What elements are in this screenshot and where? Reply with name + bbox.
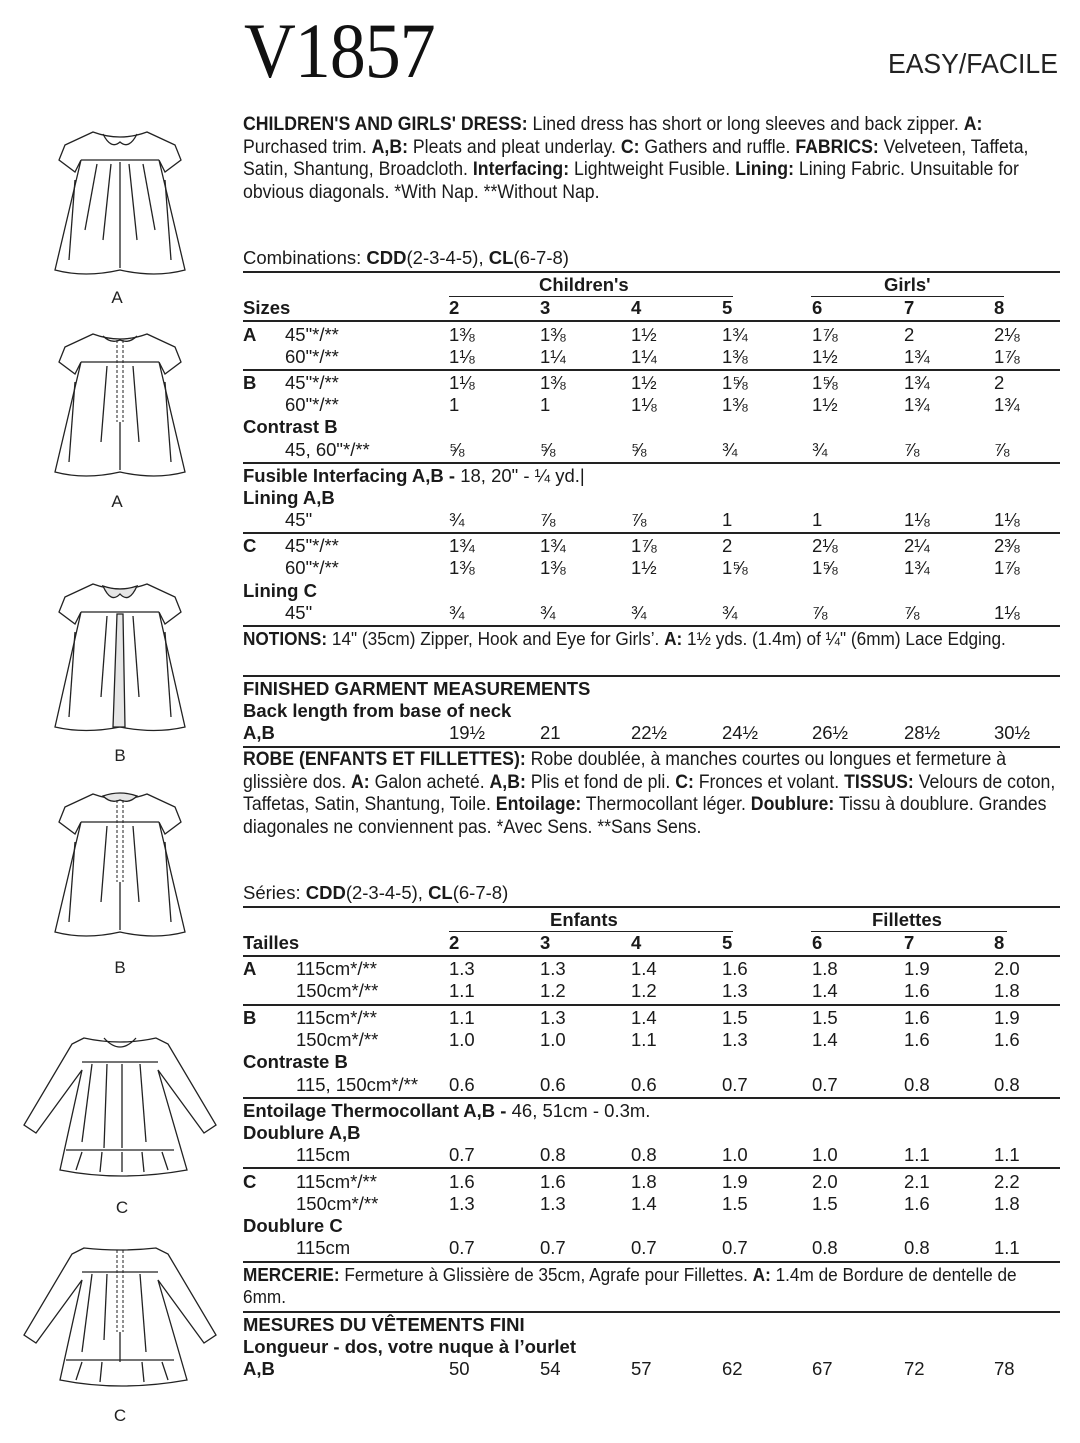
divider [243,320,1060,322]
table-row: 45" ¾ ¾ ¾ ¾ ⅞ ⅞ 1⅛ [285,602,1020,623]
notions: NOTIONS: 14" (35cm) Zipper, Hook and Eye for Girls’. A: 1½ yds. (1.4m) of ¼" (6mm) Lace Edging. [243,628,1006,649]
table-row: 150cm*/** 1.1 1.2 1.2 1.3 1.4 1.6 1.8 [296,980,1020,1001]
mesures-row: A,B 50 54 57 62 67 72 78 [243,1358,1015,1379]
divider [243,955,1060,957]
finished-measurements-title: FINISHED GARMENT MEASUREMENTS [243,678,591,699]
mercerie: MERCERIE: Fermeture à Glissière de 35cm, Agrafe pour Fillettes. A: 1.4m de Bordure de dentelle de 6mm. [243,1264,1017,1307]
table-row: Doublure A,B [243,1122,361,1143]
dress-b-back-illustration [45,782,195,942]
table-row: Entoilage Thermocollant A,B - 46, 51cm - 0.3m. [243,1100,651,1121]
sizes-header-row: Tailles 2 3 4 5 6 7 8 [243,932,1005,953]
view-label: C [115,1198,129,1217]
view-label: A [111,288,123,307]
divider [243,675,1060,677]
group-header-children: Children's [539,274,629,295]
table-row: Lining C [243,580,317,601]
divider [243,1167,1060,1169]
table-row: Doublure C [243,1215,343,1236]
view-label: B [114,746,126,765]
table-row: B 115cm*/** 1.1 1.3 1.4 1.5 1.5 1.6 1.9 [243,1007,1020,1028]
table-row: 150cm*/** 1.0 1.0 1.1 1.3 1.4 1.6 1.6 [296,1029,1020,1050]
table-row: Contrast B [243,416,338,437]
dress-a-front-illustration [45,120,195,280]
table-row: Lining A,B [243,487,335,508]
divider [243,271,1060,273]
divider [243,532,1060,534]
table-row: C 115cm*/** 1.6 1.6 1.8 1.9 2.0 2.1 2.2 [243,1171,1020,1192]
table-row: Fusible Interfacing A,B - 18, 20" - ¼ yd.| [243,465,585,486]
dress-c-front-illustration [22,1030,218,1195]
view-label: C [113,1406,127,1425]
group-header-fillettes: Fillettes [872,909,942,930]
table-row: 60"*/** 1⅜ 1⅜ 1½ 1⅝ 1⅝ 1¾ 1⅞ [285,557,1020,578]
series-line: Séries: CDD(2-3-4-5), CL(6-7-8) [243,882,509,903]
table-row: A 115cm*/** 1.3 1.3 1.4 1.6 1.8 1.9 2.0 [243,958,1020,979]
divider [243,906,1060,908]
dress-b-front-illustration [45,572,195,737]
divider [243,1261,1060,1263]
table-row: 60"*/** 1 1 1⅛ 1⅜ 1½ 1¾ 1¾ [285,394,1020,415]
divider [243,369,1060,371]
view-label: B [114,958,126,977]
mesures-subtitle: Longueur - dos, votre nuque à l’ourlet [243,1336,577,1357]
table-row: C 45"*/** 1¾ 1¾ 1⅞ 2 2⅛ 2¼ 2⅜ [243,535,1020,556]
size-group-row [243,909,1060,931]
table-row: 115cm 0.7 0.7 0.7 0.7 0.8 0.8 1.1 [296,1237,1020,1258]
finished-measurements-subtitle: Back length from base of neck [243,700,512,721]
divider [243,625,1060,627]
mesures-title: MESURES DU VÊTEMENTS FINI [243,1314,525,1335]
dress-c-back-illustration [22,1240,218,1405]
table-row: 60"*/** 1⅛ 1¼ 1¼ 1⅜ 1½ 1¾ 1⅞ [285,346,1020,367]
size-group-row [243,274,1060,296]
pattern-number: V1857 [244,7,435,94]
group-header-enfants: Enfants [550,909,618,930]
finished-measurements-row: A,B 19½ 21 22½ 24½ 26½ 28½ 30½ [243,722,1031,743]
divider [243,746,1060,748]
combinations-line: Combinations: CDD(2-3-4-5), CL(6-7-8) [243,247,569,268]
description-title: CHILDREN'S AND GIRLS' DRESS: [243,114,528,135]
divider [243,1004,1060,1006]
table-row: 150cm*/** 1.3 1.3 1.4 1.5 1.5 1.6 1.8 [296,1193,1020,1214]
table-row: 45, 60"*/** ⅝ ⅝ ⅝ ¾ ¾ ⅞ ⅞ [285,439,1010,460]
table-row: Contraste B [243,1051,348,1072]
group-header-girls: Girls' [884,274,931,295]
table-row: 45" ¾ ⅞ ⅞ 1 1 1⅛ 1⅛ [285,509,1020,530]
divider [243,462,1060,464]
french-description: ROBE (ENFANTS ET FILLETTES): Robe doublée, à manches courtes ou longues et fermeture à glissière dos. A: Galon acheté. A,B: Plis et fond de pli. C: Fronces et volant. TISSUS: Velours de coton, Taffetas, Satin, Shantung, Toile. Entoilage: Thermocollant léger. Doublure: Tissu à doublure. Grandes diagonales ne conviennent pas. *Avec Sens. **Sans Sens. [243,749,1056,838]
dress-a-back-illustration [45,322,195,482]
divider [243,1311,1060,1313]
view-label: A [111,492,123,511]
table-row: 115cm 0.7 0.8 0.8 1.0 1.0 1.1 1.1 [296,1144,1020,1165]
difficulty-label: EASY/FACILE [887,48,1058,79]
table-row: A 45"*/** 1⅜ 1⅜ 1½ 1¾ 1⅞ 2 2⅛ [243,324,1020,345]
table-row: 115, 150cm*/** 0.6 0.6 0.6 0.7 0.7 0.8 0.8 [296,1074,1020,1095]
english-description: CHILDREN'S AND GIRLS' DRESS: Lined dress has short or long sleeves and back zipper. A: Purchased trim. A,B: Pleats and pleat underlay. C: Gathers and ruffle. FABRICS: Velveteen, Taffeta, Satin, Shantung, Broadcloth. Interfacing: Lightweight Fusible. Lining: Lining Fabric. Unsuitable for obvious diagonals. *With Nap. **Without Nap. [243,114,1029,203]
table-row: B 45"*/** 1⅛ 1⅜ 1½ 1⅝ 1⅝ 1¾ 2 [243,372,1005,393]
divider [243,1097,1060,1099]
sizes-header-row: Sizes 2 3 4 5 6 7 8 [243,297,1005,318]
